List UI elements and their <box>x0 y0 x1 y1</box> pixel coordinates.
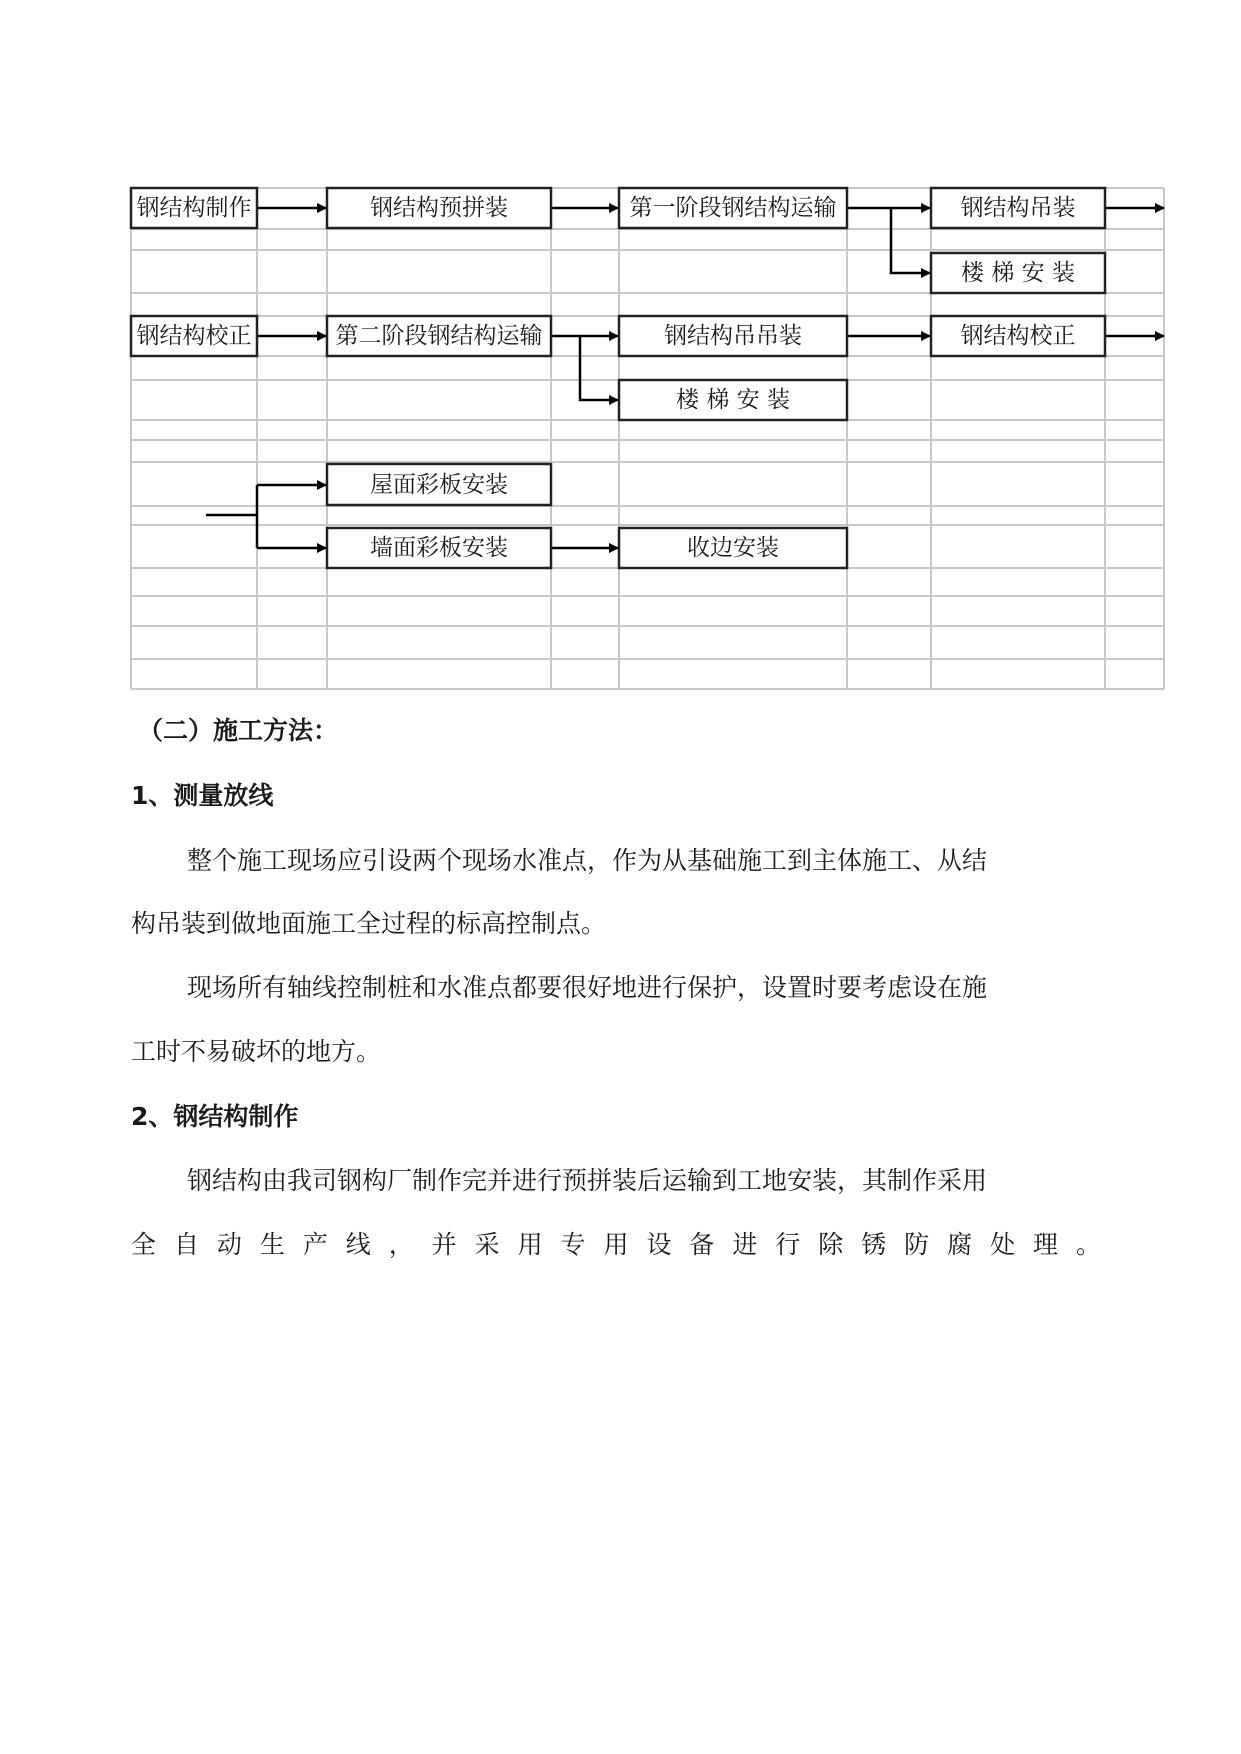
item1-para2-line2: 工时不易破坏的地方。 <box>131 1037 382 1066</box>
label-stairs-2: 楼 梯 安 装 <box>676 387 790 413</box>
item1-heading: 1、测量放线 <box>131 781 274 810</box>
arrow-branch-to-stairs-1 <box>891 208 930 273</box>
label-stage1-transport: 第一阶段钢结构运输 <box>629 195 837 221</box>
label-preassembly: 钢结构预拼装 <box>370 195 508 221</box>
item2-heading: 2、钢结构制作 <box>131 1102 299 1131</box>
arrow-branch-to-stairs-2 <box>580 336 618 400</box>
label-stairs-1: 楼 梯 安 装 <box>961 260 1075 286</box>
label-edge-trim: 收边安装 <box>687 535 779 561</box>
section-title: （二）施工方法： <box>138 716 339 745</box>
label-correction-2: 钢结构校正 <box>960 323 1076 349</box>
label-stage2-transport: 第二阶段钢结构运输 <box>335 323 543 349</box>
item2-para1-line2: 全 自 动 生 产 线 ， 并 采 用 专 用 设 备 进 行 除 锈 防 腐 处 理 。 <box>131 1230 1101 1259</box>
item2-para1-line1: 钢结构由我司钢构厂制作完并进行预拼装后运输到工地安装，其制作采用 <box>187 1166 988 1195</box>
label-roof-panel: 屋面彩板安装 <box>370 472 508 498</box>
label-wall-panel: 墙面彩板安装 <box>370 535 508 561</box>
flowchart <box>0 0 1241 700</box>
label-correction-1: 钢结构校正 <box>136 323 252 349</box>
label-steel-fabrication: 钢结构制作 <box>136 195 252 221</box>
item1-para2-line1: 现场所有轴线控制桩和水准点都要很好地进行保护，设置时要考虑设在施 <box>187 973 988 1002</box>
label-hoisting-1: 钢结构吊装 <box>960 195 1076 221</box>
item1-para1-line1: 整个施工现场应引设两个现场水准点，作为从基础施工到主体施工、从结 <box>187 846 988 875</box>
item1-para1-line2: 构吊装到做地面施工全过程的标高控制点。 <box>131 909 607 938</box>
label-hoisting-2: 钢结构吊吊装 <box>664 323 802 349</box>
